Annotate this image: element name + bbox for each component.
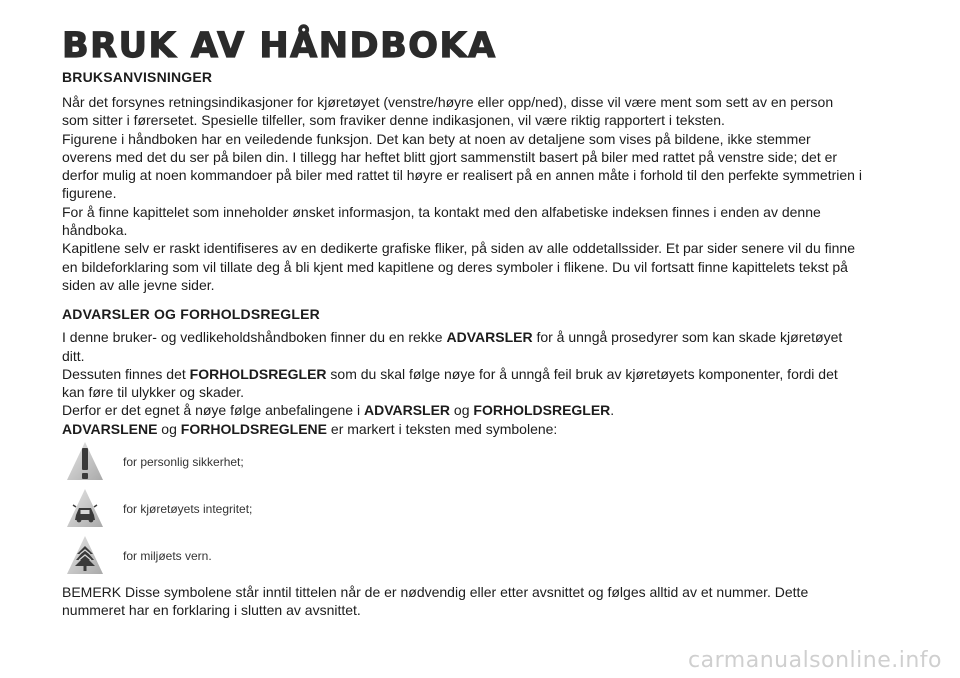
paragraph: I denne bruker- og vedlikeholdshåndboken finner du en rekke ADVARSLER for å unngå prosedyrer som kan skade kjøretøyet ditt. xyxy=(62,329,843,364)
car-warning-icon xyxy=(63,487,107,531)
symbol-label: for kjøretøyets integritet; xyxy=(123,501,253,516)
symbol-row-environment xyxy=(62,532,862,579)
section-heading-instructions: BRUKSANVISNINGER xyxy=(62,69,213,85)
note-paragraph: BEMERK Disse symbolene står inntil tittelen når de er nødvendig eller etter avsnittet og følges alltid av et nummer. Dette nummeret har en forklaring i slutten av avsnittet. xyxy=(62,584,809,619)
paragraph: Derfor er det egnet å nøye følge anbefalingene i ADVARSLER og FORHOLDSREGLER. xyxy=(62,402,615,419)
paragraph: Figurene i håndboken har en veiledende funksjon. Det kan bety at noen av detaljene som vises på bildene, ikke stemmer overens med det du ser på bilen din. I tillegg har heftet blitt gjort sammenstilt basert på biler med rattet på venstre side; det er derfor mulig at noen kommandoer på biler med rattet til høyre er realisert på en annen måte i forhold til den perfekte symmetrien i figurene. xyxy=(62,130,862,202)
manual-page xyxy=(62,26,862,620)
symbol-row-personal-safety xyxy=(62,438,862,485)
symbol-label: for personlig sikkerhet; xyxy=(123,454,244,469)
paragraph: Dessuten finnes det FORHOLDSREGLER som du skal følge nøye for å unngå feil bruk av kjøretøyets komponenter, fordi det kan føre til ulykker og skader. xyxy=(62,365,838,401)
exclamation-warning-icon xyxy=(63,440,107,484)
page-title: BRUK AV HÅNDBOKA xyxy=(62,26,497,66)
paragraph: ADVARSLENE og FORHOLDSREGLENE er markert i teksten med symbolene: xyxy=(62,420,558,437)
tree-environment-icon xyxy=(63,534,107,578)
symbol-row-vehicle-integrity xyxy=(62,485,862,532)
paragraph: Kapitlene selv er raskt identifiseres av en dedikerte grafiske fliker, på siden av alle oddetallssider. Et par sider senere vil du finne en bildeforklaring som vil tillate deg å bli kjent med kapitlene og deres symboler i flikene. Du vil fortsatt finne kapittelets tekst på siden av alle jevne sider. xyxy=(62,240,855,293)
section-heading-warnings: ADVARSLER OG FORHOLDSREGLER xyxy=(62,306,320,323)
paragraph: Når det forsynes retningsindikasjoner for kjøretøyet (venstre/høyre eller opp/ned), disse vil være ment som sett av en person som sitter i førersetet. Spesielle tilfeller, som fraviker denne indikasjonen, vil være riktig rapportert i teksten. xyxy=(62,94,834,129)
symbol-label: for miljøets vern. xyxy=(123,548,212,563)
watermark: carmanualsonline.info xyxy=(688,648,942,673)
paragraph: For å finne kapittelet som inneholder ønsket informasjon, ta kontakt med den alfabetiske indeksen finnes i enden av denne håndboka. xyxy=(62,203,821,239)
